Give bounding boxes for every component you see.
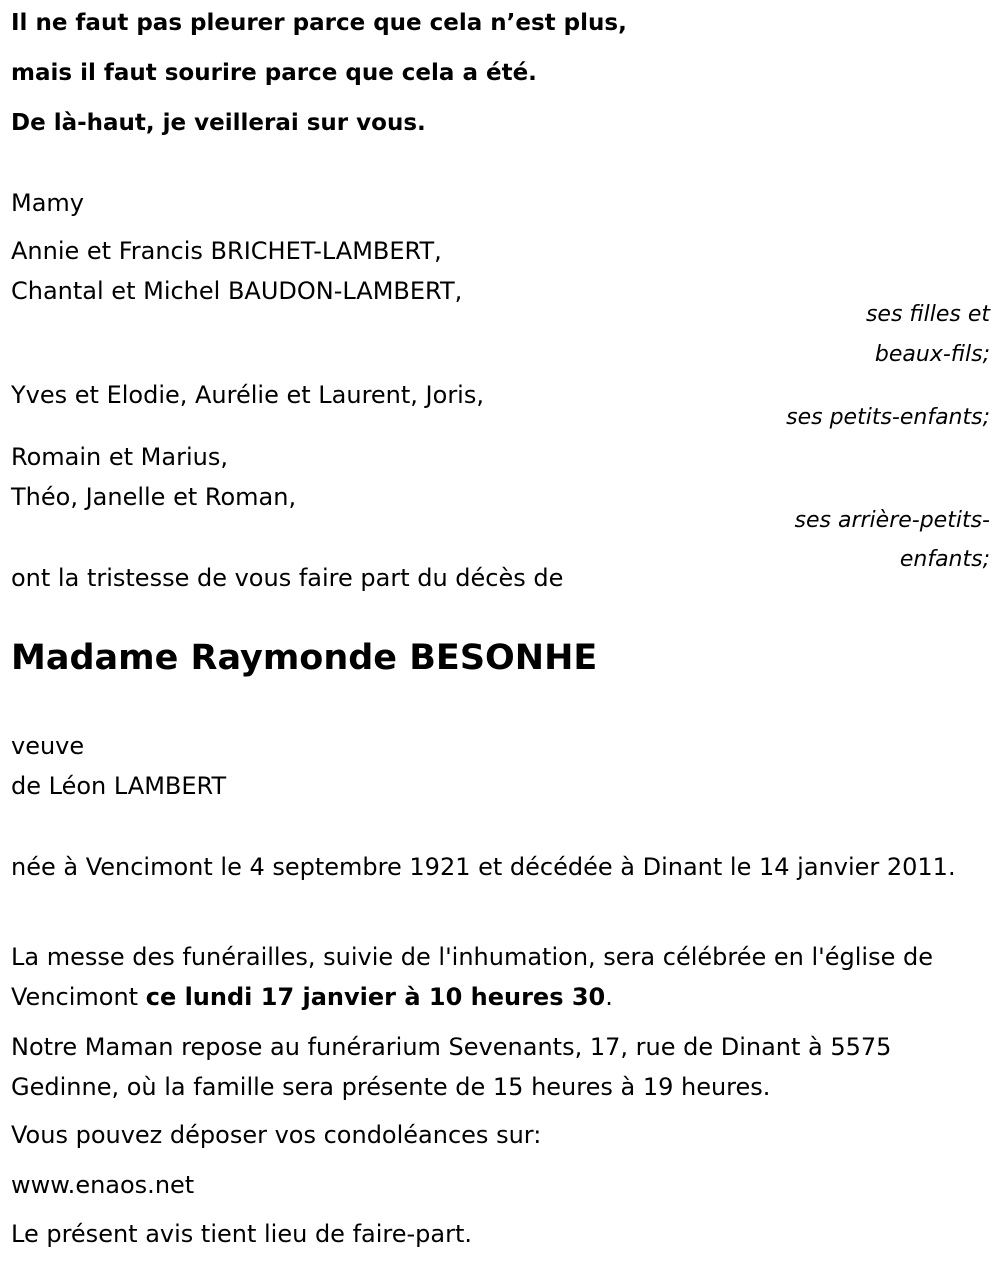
deceased-name: Madame Raymonde BESONHE [11,638,598,678]
mass-prefix: La messe des funérailles, suivie de l'inhumation, sera célébrée en l'église de Vencimont [11,943,933,1011]
daughter-1: Annie et Francis BRICHET-LAMBERT, [11,237,442,265]
great-grandchildren-2: Théo, Janelle et Roman, [11,483,297,511]
notice-text: Le présent avis tient lieu de faire-part. [11,1220,473,1248]
quote-line-2: mais il faut sourire parce que cela a été. [11,60,537,86]
deceased-status: veuve [11,732,85,760]
mass-info [11,937,991,1017]
grandchildren-relation: ses petits-enfants; [786,405,990,430]
deceased-spouse: de Léon LAMBERT [11,772,227,800]
great-grandchildren-relation-line-2: enfants; [899,547,990,572]
condolences-text: Vous pouvez déposer vos condoléances sur: [11,1121,542,1149]
grandchildren: Yves et Elodie, Aurélie et Laurent, Joris, [11,381,484,409]
daughters-relation-line-1: ses filles et [865,302,990,327]
quote-line-3: De là-haut, je veillerai sur vous. [11,110,426,136]
mass-suffix: . [605,983,613,1011]
quote-line-1: Il ne faut pas pleurer parce que cela n’est plus, [11,10,627,36]
great-grandchildren-relation-line-1: ses arrière-petits- [794,508,990,533]
daughters-relation-line-2: beaux-fils; [874,342,990,367]
announcement: ont la tristesse de vous faire part du décès de [11,564,564,592]
great-grandchildren-1: Romain et Marius, [11,443,228,471]
daughter-2: Chantal et Michel BAUDON-LAMBERT, [11,277,463,305]
mamy-label: Mamy [11,189,84,217]
website-link[interactable]: www.enaos.net [11,1171,195,1199]
funerarium-info: Notre Maman repose au funérarium Sevenants, 17, rue de Dinant à 5575 Gedinne, où la famille sera présente de 15 heures à 19 heures. [11,1033,892,1101]
mass-when: ce lundi 17 janvier à 10 heures 30 [145,983,606,1011]
birth-death: née à Vencimont le 4 septembre 1921 et décédée à Dinant le 14 janvier 2011. [11,853,956,881]
